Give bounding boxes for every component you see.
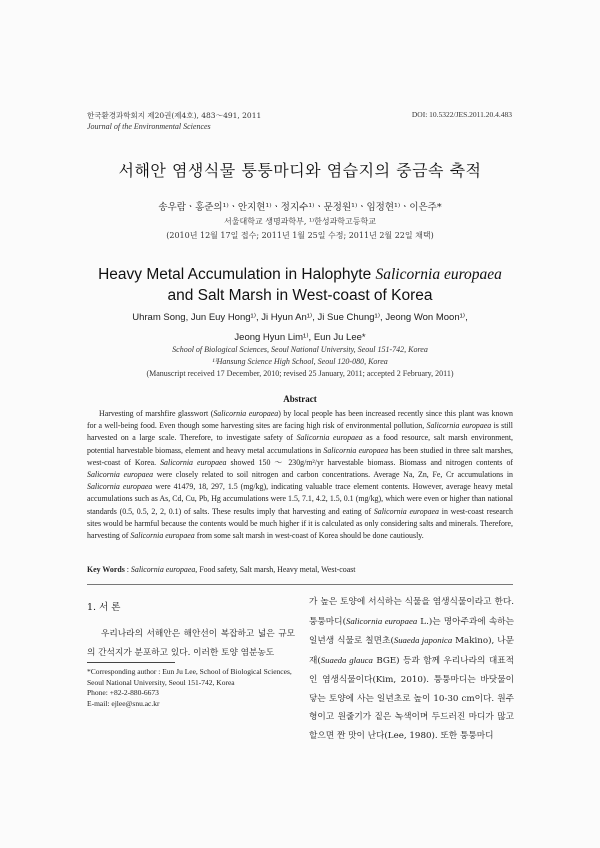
affil-en-line1: School of Biological Sciences, Seoul National University, Seoul 151-742, Korea: [172, 345, 428, 354]
footnote-line1: *Corresponding author : Eun Ju Lee, School of Biological Sciences, Seoul National University, Seoul 151-742, Korea: [87, 667, 292, 687]
manuscript-dates: (Manuscript received 17 December, 2010; revised 25 January, 2011; accepted 2 February, 2011): [146, 369, 454, 378]
title-english: [0, 264, 600, 306]
authors-en-line2: Jeong Hyun Lim¹⁾, Eun Ju Lee*: [234, 332, 366, 343]
col2-species-name: Salicornia europaea: [345, 615, 418, 626]
body-column-left: 우리나라의 서해안은 해안선이 복잡하고 넓은 규모의 간석지가 분포하고 있다. 이러한 토양 염분농도: [87, 629, 295, 658]
abstract-text-run: Harvesting of marshfire glasswort (: [99, 409, 214, 418]
authors-english: [0, 308, 600, 348]
title-en-line2: and Salt Marsh in West-coast of Korea: [167, 287, 433, 304]
col2-text-run: L.)는 명아주과에 속하는 일년생 식물로 칠면초(: [309, 616, 514, 647]
abstract-species-name: Salicornia europaea: [130, 531, 195, 541]
abstract-text-run: as a food resource, salt marsh environment, potential harvestable biomass, element and heavy metal accumulations in: [87, 433, 514, 455]
abstract-text-run: ) by local people has been increased recently since this plant was known for a well-being food. Even though some harvesting sites are facing high risk of environmental pollution,: [87, 409, 514, 431]
abstract-species-name: Salicornia europaea: [426, 421, 492, 431]
corresponding-author-footnote: [87, 667, 297, 709]
abstract-species-name: Salicornia europaea: [87, 470, 154, 480]
abstract-species-name: Salicornia europaea: [296, 433, 363, 443]
divider: [87, 584, 513, 585]
keywords-sep: :: [124, 565, 131, 574]
keywords-list: , Food safety, Salt marsh, Heavy metal, West-coast: [195, 565, 356, 574]
abstract-text-run: is still harvested on a large scale. Therefore, to investigate safety of: [87, 421, 513, 443]
keywords: [87, 565, 513, 574]
authors-en-line1: Uhram Song, Jun Euy Hong¹⁾, Ji Hyun An¹⁾, Ji Sue Chung¹⁾, Jeong Won Moon¹⁾,: [132, 312, 468, 323]
footnote-email: E-mail: ejlee@snu.ac.kr: [87, 698, 160, 708]
abstract-text-run: from some salt marsh in west-coast of Korea should be done cautiously.: [194, 531, 424, 541]
title-korean: 서해안 염생식물 퉁퉁마디와 염습지의 중금속 축적: [118, 161, 482, 180]
abstract-species-name: Salicornia europaea: [323, 445, 389, 455]
abstract-species-name: Salicornia europaea: [87, 482, 153, 492]
abstract-text-run: were closely related to soil nitrogen and carbon concentrations. Average Na, Zn, Fe, Cr accumulations in: [153, 470, 513, 480]
col2-text-run: BGE) 등과 함께 우리나라의 대표적인 염생식물이다(Kim, 2010). 퉁퉁마디는 바닷물이 닿는 토양에 사는 일년초로 높이 10-30 cm이다. 원주형이고 원줄기가 짙은 녹색이며 두드러진 마디가 많고 할으면 짠 맛이 난다(Lee, 1980). 또한 퉁퉁마디: [309, 656, 514, 741]
col2-species-name: Suaeda japonica: [393, 635, 453, 646]
authors-korean: 송우람ㆍ홍준의¹⁾ㆍ안지현¹⁾ㆍ정지수¹⁾ㆍ문정원¹⁾ㆍ임정현¹⁾ㆍ이은주*: [158, 202, 442, 213]
col2-species-name: Suaeda glauca: [320, 655, 373, 666]
affiliation-korean: 서울대학교 생명과학부, ¹⁾한성과학고등학교: [224, 217, 376, 226]
abstract-species-name: Salicornia europaea: [160, 457, 227, 467]
affil-en-line2: ¹⁾Hansung Science High School, Seoul 120-080, Korea: [212, 357, 388, 366]
abstract-species-name: Salicornia europaea: [373, 506, 439, 516]
col2-text-run: 가 높은 토양에 서식하는 식물을 염생식물이라고 한다. 퉁퉁마디(: [309, 597, 514, 627]
keywords-label: Key Words: [87, 565, 125, 574]
journal-citation-ko: 한국환경과학회지 제20권(제4호), 483～491, 2011: [87, 111, 262, 120]
section-1-title: 1. 서 론: [87, 602, 121, 613]
journal-name-en: Journal of the Environmental Sciences: [87, 122, 211, 131]
abstract-text-run: has been studied in three salt marshes, west-coast of Korea.: [87, 445, 514, 467]
abstract-species-name: Salicornia europaea: [213, 409, 279, 418]
footnote-phone: Phone: +82-2-880-6673: [87, 688, 159, 697]
col2-text-run: Makino), 나문재(: [309, 636, 514, 667]
abstract-text-run: showed 150 ～ 230g/m²/yr harvestable biomass. Biomass and nitrogen contents of: [226, 457, 514, 467]
abstract-text-run: were 41479, 18, 297, 1.5 (mg/kg), indicating valuable trace element contents. However, average heavy metal accumulations such as As, Cd, Cu, Pb, Hg accumulations were 1.5, 7.1, 4.2, 1.5, 0.1 (mg/kg), which were even or higher than national standards (0.5, 0.5, 2, 2, 0.1) of salts. These results imply that harvesting and eating of: [87, 482, 513, 516]
abstract-heading: Abstract: [283, 394, 317, 404]
abstract-text-run: in west-coast research sites would be harmful because the contents would be much higher if it is calculated as only considering salts and minerals. Therefore, harvesting of: [87, 506, 514, 541]
title-en-line1: Heavy Metal Accumulation in Halophyte: [98, 266, 376, 283]
footnote-divider: [87, 662, 175, 663]
keywords-species: Salicornia europaea: [130, 565, 196, 574]
doi: DOI: 10.5322/JES.2011.20.4.483: [411, 110, 512, 119]
title-en-species: Salicornia europaea: [375, 266, 502, 283]
journal-header: [87, 110, 261, 132]
affiliation-english: [0, 344, 600, 368]
abstract-body: [87, 408, 513, 542]
body-column-right: [309, 593, 514, 746]
dates-korean: (2010년 12월 17일 접수; 2011년 1월 25일 수정; 2011년 2월 22일 채택): [166, 231, 434, 240]
